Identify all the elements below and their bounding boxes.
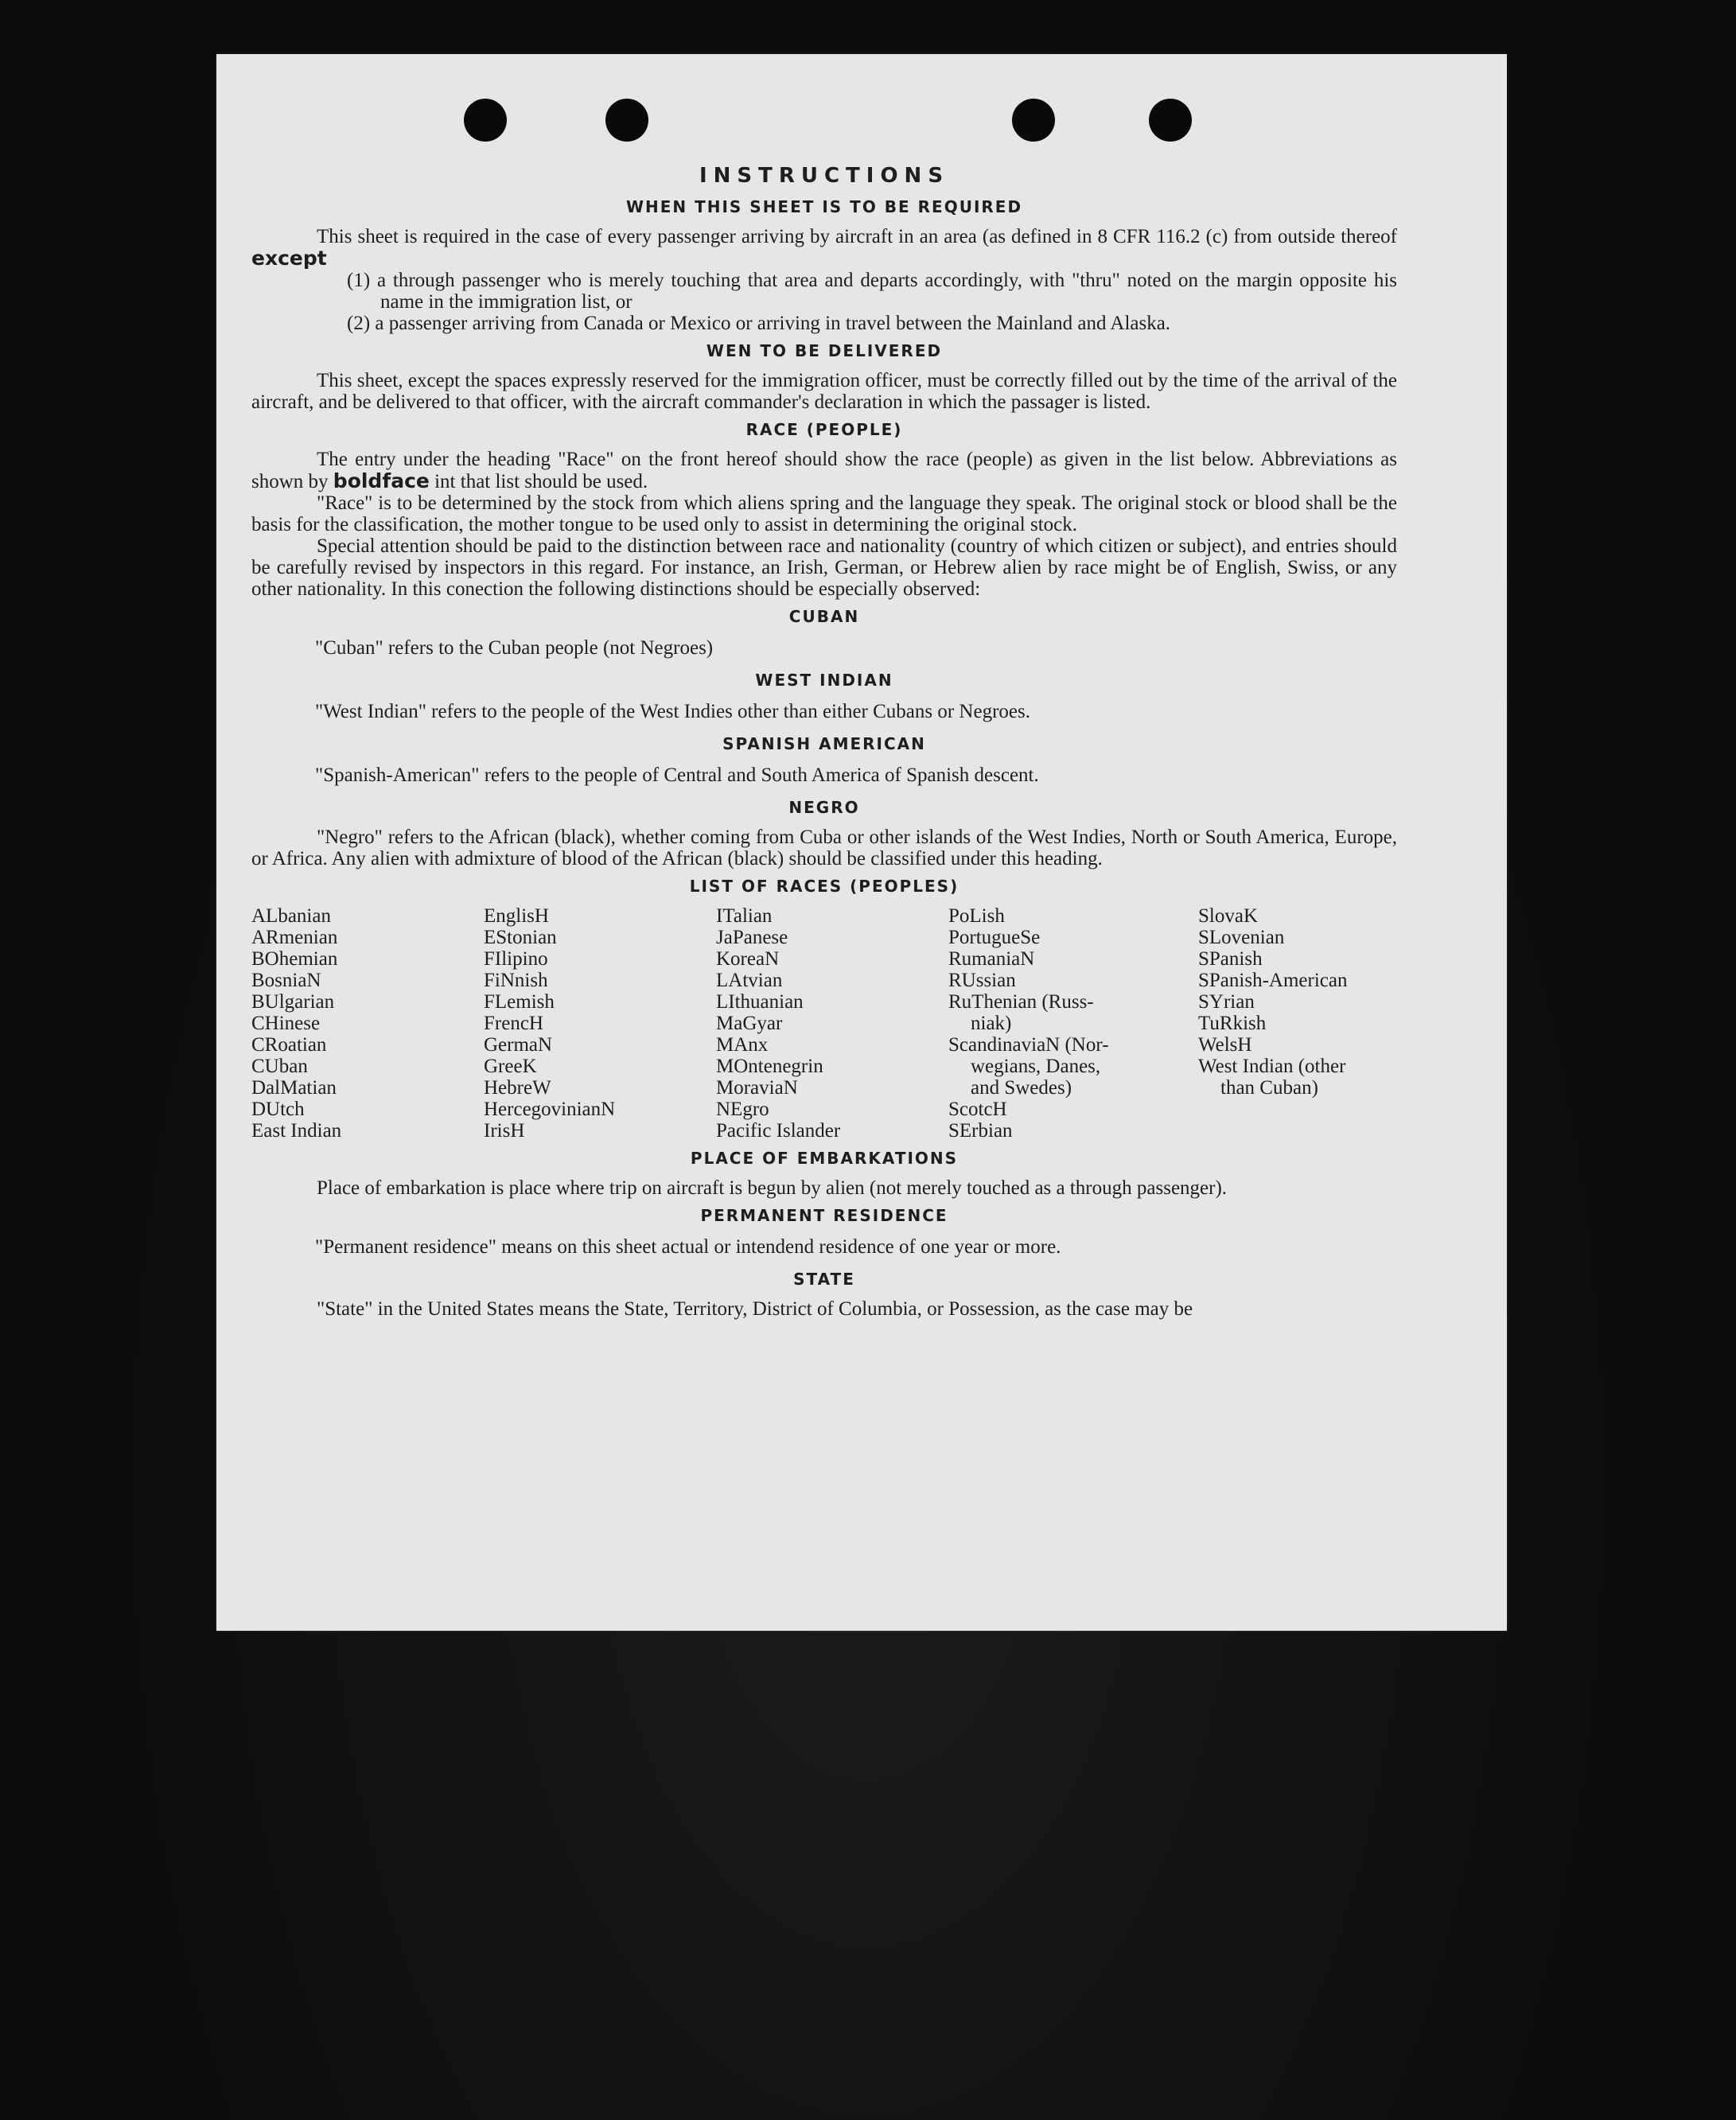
list-item: EnglisH [484, 905, 549, 927]
punch-hole [464, 99, 507, 142]
negro-text: "Negro" refers to the African (black), whether coming from Cuba or other islands of the West Indies, North or South America, Europe, or Africa. Any alien with admixture of blood of the African (black) should be classified under this heading. [251, 827, 1397, 869]
exception-item-1: (1) a through passenger who is merely touching that area and departs accordingly, with "thru" noted on the margin opposite his name in the immigration list, or [347, 270, 1397, 313]
list-item: MAnx [716, 1034, 769, 1056]
list-item: KoreaN [716, 948, 780, 970]
race-paragraph-1 [251, 449, 1397, 492]
list-item: TuRkish [1198, 1013, 1267, 1034]
list-item: FIlipino [484, 948, 548, 970]
list-item: Pacific Islander [716, 1120, 841, 1142]
section-heading-race: RACE (PEOPLE) [745, 420, 903, 439]
race-p1-text: The entry under the heading "Race" on the front hereof should show the race (people) as given in the list below. Abbreviations as shown by [251, 449, 1397, 492]
exception-item-2: (2) a passenger arriving from Canada or Mexico or arriving in travel between the Mainland and Alaska. [347, 313, 1171, 334]
list-item: MoraviaN [716, 1077, 798, 1099]
list-item: RuThenian (Russ- [948, 991, 1094, 1013]
list-item: MOntenegrin [716, 1056, 823, 1077]
cuban-text: "Cuban" refers to the Cuban people (not Negroes) [315, 637, 714, 659]
list-item: LAtvian [716, 970, 783, 991]
section-heading-permanent-residence: PERMANENT RESIDENCE [700, 1206, 948, 1225]
list-item: SPanish-American [1198, 970, 1348, 991]
instruction-sheet [216, 54, 1507, 1631]
list-item: SLovenian [1198, 927, 1285, 948]
list-item: GermaN [484, 1034, 553, 1056]
list-item: RumaniaN [948, 948, 1035, 970]
race-paragraph-2: "Race" is to be determined by the stock from which aliens spring and the language they speak. The original stock or blood shall be the basis for the classification, the mother tongue to be used only to assist in determining the original stock. [251, 492, 1397, 535]
punch-hole [1012, 99, 1055, 142]
list-item: HebreW [484, 1077, 551, 1099]
list-item: DUtch [251, 1099, 305, 1120]
list-item: IrisH [484, 1120, 525, 1142]
list-item: DalMatian [251, 1077, 337, 1099]
list-item: BOhemian [251, 948, 338, 970]
west-indian-text: "West Indian" refers to the people of the West Indies other than either Cubans or Negroes. [315, 701, 1030, 722]
list-item: NEgro [716, 1099, 769, 1120]
section-heading-state: STATE [793, 1270, 855, 1289]
list-item: RUssian [948, 970, 1016, 991]
list-item: FrencH [484, 1013, 543, 1034]
section-heading-spanish-american: SPANISH AMERICAN [722, 734, 926, 753]
list-item: PoLish [948, 905, 1005, 927]
list-item: ALbanian [251, 905, 331, 927]
list-item: BUlgarian [251, 991, 335, 1013]
list-item: JaPanese [716, 927, 788, 948]
list-item-continuation: wegians, Danes, [971, 1056, 1101, 1077]
spanish-american-text: "Spanish-American" refers to the people of Central and South America of Spanish descent. [315, 764, 1039, 786]
list-item: LIthuanian [716, 991, 804, 1013]
except-bold: except [251, 247, 327, 270]
race-column-5 [1198, 905, 1397, 1142]
section-heading-list-of-races: LIST OF RACES (PEOPLES) [689, 877, 959, 896]
list-item: WelsH [1198, 1034, 1252, 1056]
when-required-intro [251, 226, 1397, 270]
list-item-continuation: than Cuban) [1220, 1077, 1318, 1099]
section-heading-embarkation: PLACE OF EMBARKATIONS [690, 1149, 959, 1168]
list-item: West Indian (other [1198, 1056, 1346, 1077]
race-column-1 [251, 905, 484, 1142]
list-item: SErbian [948, 1120, 1013, 1142]
race-column-2 [484, 905, 716, 1142]
boldface-word: boldface [333, 469, 430, 492]
race-column-3 [716, 905, 948, 1142]
list-item: CHinese [251, 1013, 321, 1034]
list-item: ScotcH [948, 1099, 1007, 1120]
list-item: MaGyar [716, 1013, 783, 1034]
list-item: SlovaK [1198, 905, 1258, 927]
list-item-continuation: niak) [971, 1013, 1012, 1034]
list-item: East Indian [251, 1120, 342, 1142]
list-item: SYrian [1198, 991, 1255, 1013]
list-item: ITalian [716, 905, 773, 927]
list-item: ARmenian [251, 927, 338, 948]
list-item: FiNnish [484, 970, 548, 991]
list-item: CUban [251, 1056, 308, 1077]
sheet-content [251, 165, 1397, 1320]
list-item-continuation: and Swedes) [971, 1077, 1072, 1099]
section-heading-when-required: WHEN THIS SHEET IS TO BE REQUIRED [625, 197, 1023, 216]
list-item: FLemish [484, 991, 555, 1013]
state-text: "State" in the United States means the State, Territory, District of Columbia, or Possession, as the case may be [317, 1298, 1193, 1320]
list-item: EStonian [484, 927, 557, 948]
list-item: ScandinaviaN (Nor- [948, 1034, 1109, 1056]
list-item: GreeK [484, 1056, 537, 1077]
race-p1-text-end: int that list should be used. [434, 471, 648, 492]
when-required-text: This sheet is required in the case of every passenger arriving by aircraft in an area (as defined in 8 CFR 116.2 (c) from outside thereof [317, 226, 1397, 247]
page-title: INSTRUCTIONS [699, 164, 950, 188]
list-item: BosniaN [251, 970, 321, 991]
section-heading-cuban: CUBAN [788, 607, 860, 626]
list-item: SPanish [1198, 948, 1263, 970]
list-item: HercegovinianN [484, 1099, 616, 1120]
section-heading-west-indian: WEST INDIAN [755, 671, 893, 690]
race-paragraph-3: Special attention should be paid to the distinction between race and nationality (country of which citizen or subject), and entries should be carefully revised by inspectors in this regard. For instance, an Irish, German, or Hebrew alien by race might be of English, Swiss, or any other nationality. In this conection the following distinctions should be especially observed: [251, 535, 1397, 600]
list-item: CRoatian [251, 1034, 327, 1056]
list-item: PortugueSe [948, 927, 1041, 948]
race-column-4 [948, 905, 1198, 1142]
section-heading-negro: NEGRO [788, 798, 860, 817]
section-heading-when-delivered: WEN TO BE DELIVERED [706, 341, 943, 360]
embarkation-text: Place of embarkation is place where trip on aircraft is begun by alien (not merely touched as a through passenger). [317, 1177, 1228, 1199]
punch-hole [1149, 99, 1192, 142]
race-list [251, 905, 1397, 1142]
punch-hole [605, 99, 648, 142]
permanent-residence-text: "Permanent residence" means on this sheet actual or intendend residence of one year or more. [315, 1236, 1061, 1258]
when-delivered-text: This sheet, except the spaces expressly reserved for the immigration officer, must be correctly filled out by the time of the arrival of the aircraft, and be delivered to that officer, with the aircraft commander's declaration in which the passager is listed. [251, 370, 1397, 413]
